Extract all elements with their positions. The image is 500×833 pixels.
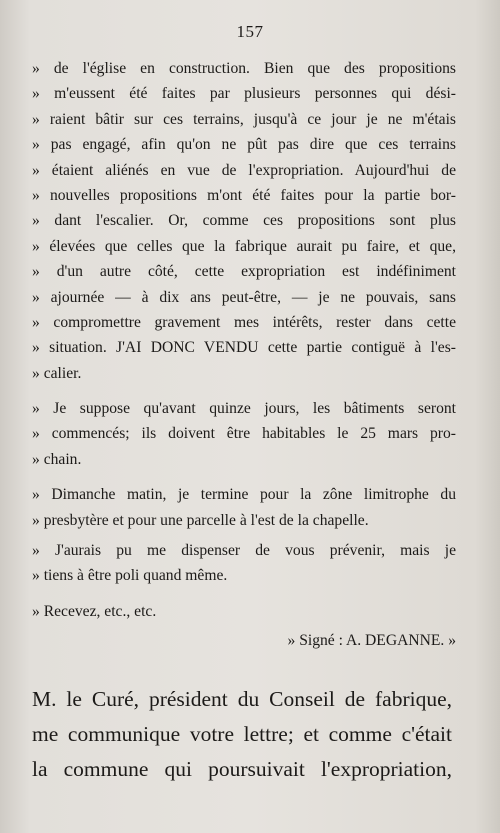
text-line: » pas engagé, afin qu'on ne pût pas dire que ces terrains <box>32 136 456 154</box>
text-line: me communique votre lettre; et comme c'était <box>32 722 452 746</box>
text-line: » tiens à être poli quand même. <box>32 567 228 585</box>
text-line: » de l'église en construction. Bien que des propositions <box>32 60 456 77</box>
narrative-paragraph <box>32 682 452 787</box>
text-line: » presbytère et pour une parcelle à l'est de la chapelle. <box>32 511 369 529</box>
closing-line: » Recevez, etc., etc. <box>32 602 157 620</box>
text-line: M. le Curé, président du Conseil de fabrique, <box>32 687 452 711</box>
text-line: » chain. <box>32 450 82 468</box>
letter-paragraph <box>32 538 456 589</box>
text-line: » calier. <box>32 364 82 382</box>
signature-line: » Signé : A. DEGANNE. » <box>287 632 456 650</box>
text-line: » commencés; ils doivent être habitables le 25 mars pro- <box>32 425 456 443</box>
text-line: » nouvelles propositions m'ont été faites pour la partie bor- <box>32 186 456 204</box>
text-line: » Je suppose qu'avant quinze jours, les bâtiments seront <box>32 400 456 418</box>
letter-paragraph <box>32 396 456 472</box>
text-line: » étaient aliénés en vue de l'expropriation. Aujourd'hui de <box>32 161 456 179</box>
page-number: 157 <box>236 22 264 41</box>
text-line: » dant l'escalier. Or, comme ces propositions sont plus <box>32 212 456 230</box>
text-line: » élevées que celles que la fabrique aurait pu faire, et que, <box>32 237 456 255</box>
text-line: » m'eussent été faites par plusieurs personnes qui dési- <box>32 85 456 103</box>
text-line: » raient bâtir sur ces terrains, jusqu'à ce jour je ne m'étais <box>32 110 456 128</box>
text-line: » d'un autre côté, cette expropriation est indéfiniment <box>32 263 456 281</box>
text-line: » compromettre gravement mes intérêts, rester dans cette <box>32 313 456 331</box>
letter-paragraph <box>32 56 456 386</box>
text-line: » Dimanche matin, je termine pour la zône limitrophe du <box>32 486 456 504</box>
letter-paragraph <box>32 482 456 533</box>
text-line: » J'aurais pu me dispenser de vous prévenir, mais je <box>32 542 456 560</box>
quoted-letter <box>32 56 456 654</box>
text-line: » ajournée — à dix ans peut-être, — je ne pouvais, sans <box>32 288 456 306</box>
text-line: la commune qui poursuivait l'expropriation, <box>32 757 452 781</box>
text-line: » situation. J'AI DONC VENDU cette partie contiguë à l'es- <box>32 339 456 357</box>
